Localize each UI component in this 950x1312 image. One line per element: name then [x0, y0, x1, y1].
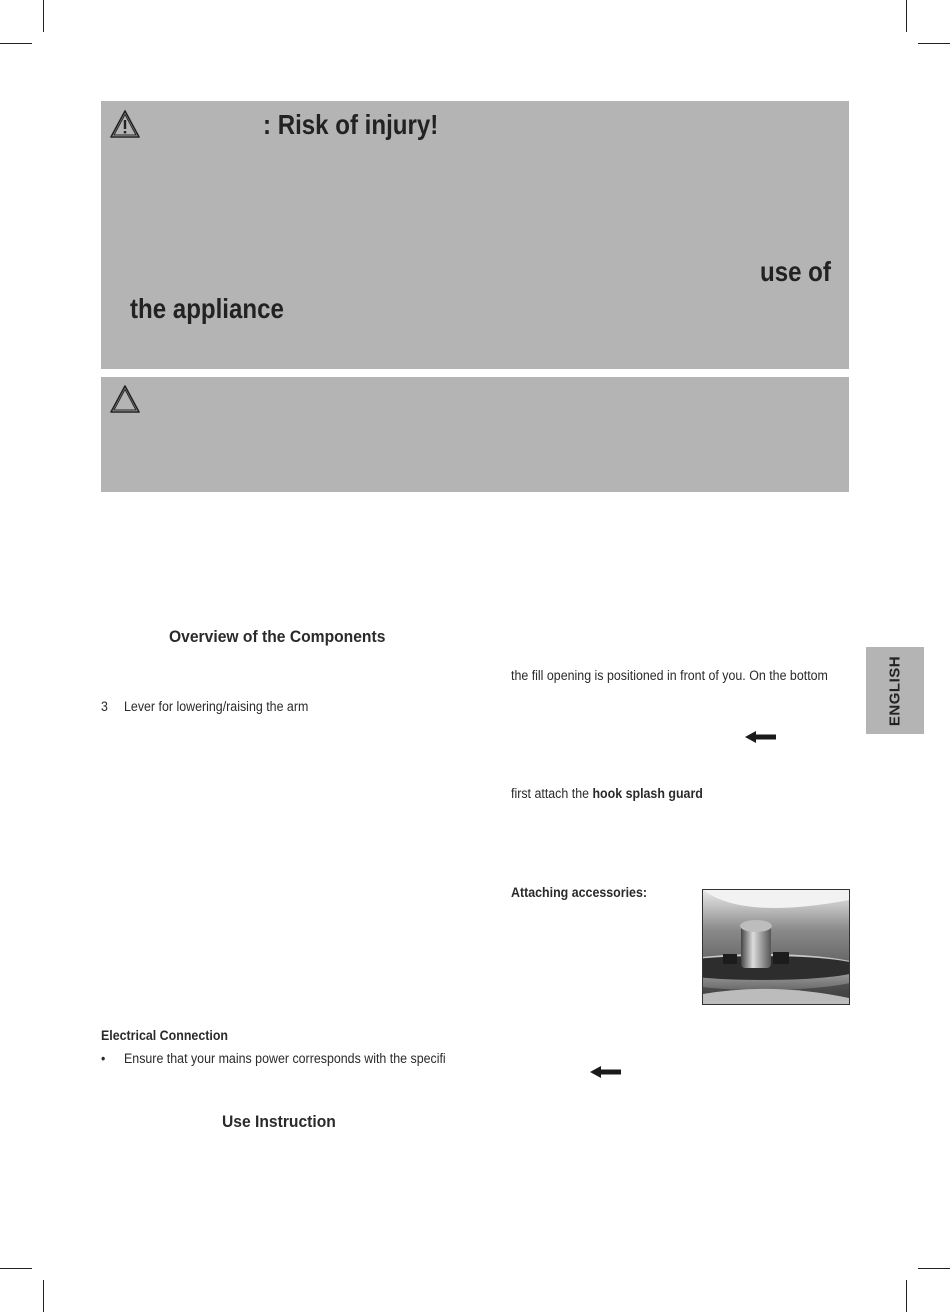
- component-number: 3: [101, 699, 108, 714]
- crop-mark: [906, 1280, 907, 1312]
- attaching-accessories-heading: Attaching accessories:: [511, 885, 647, 900]
- fill-opening-text: the fill opening is positioned in front of you. On the bottom: [511, 668, 828, 683]
- language-tab: [866, 647, 924, 734]
- crop-mark: [906, 0, 907, 32]
- components-heading: Overview of the Components: [169, 627, 386, 646]
- warning-text-fragment: use of: [760, 256, 831, 287]
- left-arrow-icon: [590, 1066, 622, 1078]
- splash-guard-text: [511, 786, 703, 801]
- caution-box: [101, 377, 849, 492]
- electrical-text: Ensure that your mains power corresponds with the specifi: [124, 1051, 446, 1066]
- splash-guard-prefix: first attach the: [511, 786, 593, 801]
- crop-mark: [43, 0, 44, 32]
- crop-mark: [918, 43, 950, 44]
- left-arrow-icon: [745, 731, 777, 743]
- use-instruction-heading: Use Instruction: [222, 1112, 336, 1131]
- crop-mark: [0, 43, 32, 44]
- splash-guard-bold: hook splash guard: [592, 786, 703, 801]
- accessory-photo: [702, 889, 850, 1005]
- crop-mark: [918, 1268, 950, 1269]
- caution-triangle-icon: [109, 384, 141, 414]
- electrical-heading: Electrical Connection: [101, 1028, 229, 1043]
- component-item: Lever for lowering/raising the arm: [124, 699, 309, 714]
- warning-triangle-icon: [109, 109, 141, 139]
- warning-box-injury: [101, 101, 849, 369]
- crop-mark: [0, 1268, 32, 1269]
- bullet: •: [101, 1051, 106, 1066]
- language-label: ENGLISH: [886, 655, 904, 726]
- warning-title: : Risk of injury!: [263, 109, 439, 140]
- warning-text-fragment: the appliance: [130, 293, 284, 324]
- crop-mark: [43, 1280, 44, 1312]
